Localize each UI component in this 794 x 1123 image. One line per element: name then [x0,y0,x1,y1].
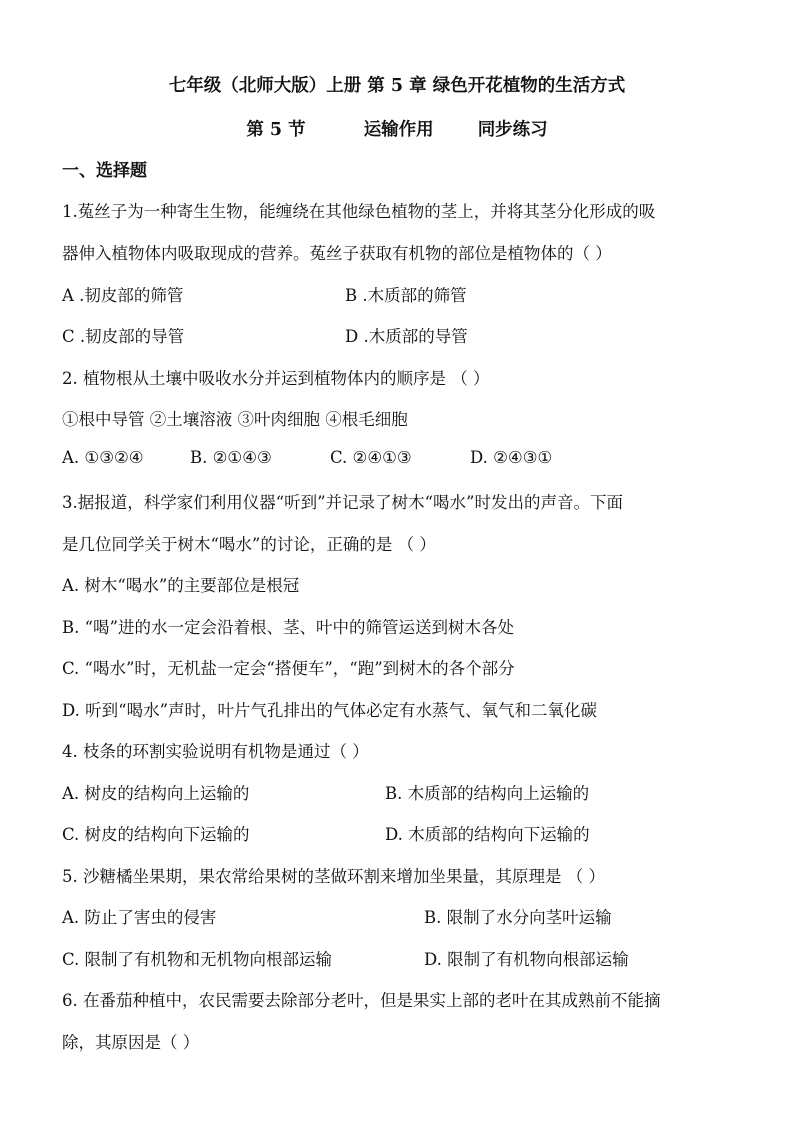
question-5-option-a: A. 防止了害虫的侵害 [62,908,217,927]
document-title: 七年级（北师大版）上册 第 5 章 绿色开花植物的生活方式 [168,76,626,96]
question-5-option-c: C. 限制了有机物和无机物向根部运输 [62,950,333,969]
question-1-option-d: D .木质部的导管 [345,327,468,346]
question-2-line-1: 2. 植物根从土壤中吸收水分并运到植物体内的顺序是 （ ） [62,369,490,388]
question-6-line-2: 除，其原因是（ ） [62,1033,200,1052]
question-1-option-b: B .木质部的筛管 [345,286,467,305]
question-3-option-b: B. “喝”进的水一定会沿着根、茎、叶中的筛管运送到树木各处 [62,618,514,637]
part-heading: 一、选择题 [62,161,147,181]
section-subtitle [0,116,794,141]
question-2-option-a: A. ①③②④ [62,448,144,467]
question-5-line-1: 5. 沙糖橘坐果期，果农常给果树的茎做环割来增加坐果量，其原理是 （ ） [62,867,605,886]
question-4-option-b: B. 木质部的结构向上运输的 [385,784,590,803]
question-6-line-1: 6. 在番茄种植中，农民需要去除部分老叶，但是果实上部的老叶在其成熟前不能摘 [62,991,661,1010]
question-2-line-2: ①根中导管 ②土壤溶液 ③叶肉细胞 ④根毛细胞 [62,410,408,429]
exercise-kind: 同步练习 [477,120,548,140]
question-4-option-a: A. 树皮的结构向上运输的 [62,784,250,803]
question-3-option-c: C. “喝水”时，无机盐一定会“搭便车”，“跑”到树木的各个部分 [62,659,515,678]
question-3-option-a: A. 树木“喝水”的主要部位是根冠 [62,576,300,595]
question-5-option-d: D. 限制了有机物向根部运输 [424,950,629,969]
lesson-name: 运输作用 [363,120,434,140]
question-4-option-c: C. 树皮的结构向下运输的 [62,825,250,844]
question-1-line-2: 器伸入植物体内吸取现成的营养。菟丝子获取有机物的部位是植物体的（ ） [62,244,612,263]
question-3-option-d: D. 听到“喝水”声时，叶片气孔排出的气体必定有水蒸气、氧气和二氧化碳 [62,701,598,720]
question-2-option-b: B. ②①④③ [190,448,272,467]
question-4-line-1: 4. 枝条的环割实验说明有机物是通过（ ） [62,742,369,761]
question-1-option-a: A .韧皮部的筛管 [62,286,184,305]
question-5-option-b: B. 限制了水分向茎叶运输 [424,908,612,927]
question-2-option-c: C. ②④①③ [330,448,412,467]
question-4-option-d: D. 木质部的结构向下运输的 [385,825,590,844]
question-2-option-d: D. ②④③① [470,448,553,467]
question-1-option-c: C .韧皮部的导管 [62,327,185,346]
question-3-line-2: 是几位同学关于树木“喝水”的讨论，正确的是 （ ） [62,535,436,554]
question-1-line-1: 1.菟丝子为一种寄生生物，能缠绕在其他绿色植物的茎上，并将其茎分化形成的吸 [62,202,656,221]
section-number: 第 5 节 [246,120,306,140]
question-3-line-1: 3.据报道，科学家们利用仪器“听到”并记录了树木“喝水”时发出的声音。下面 [62,493,623,512]
